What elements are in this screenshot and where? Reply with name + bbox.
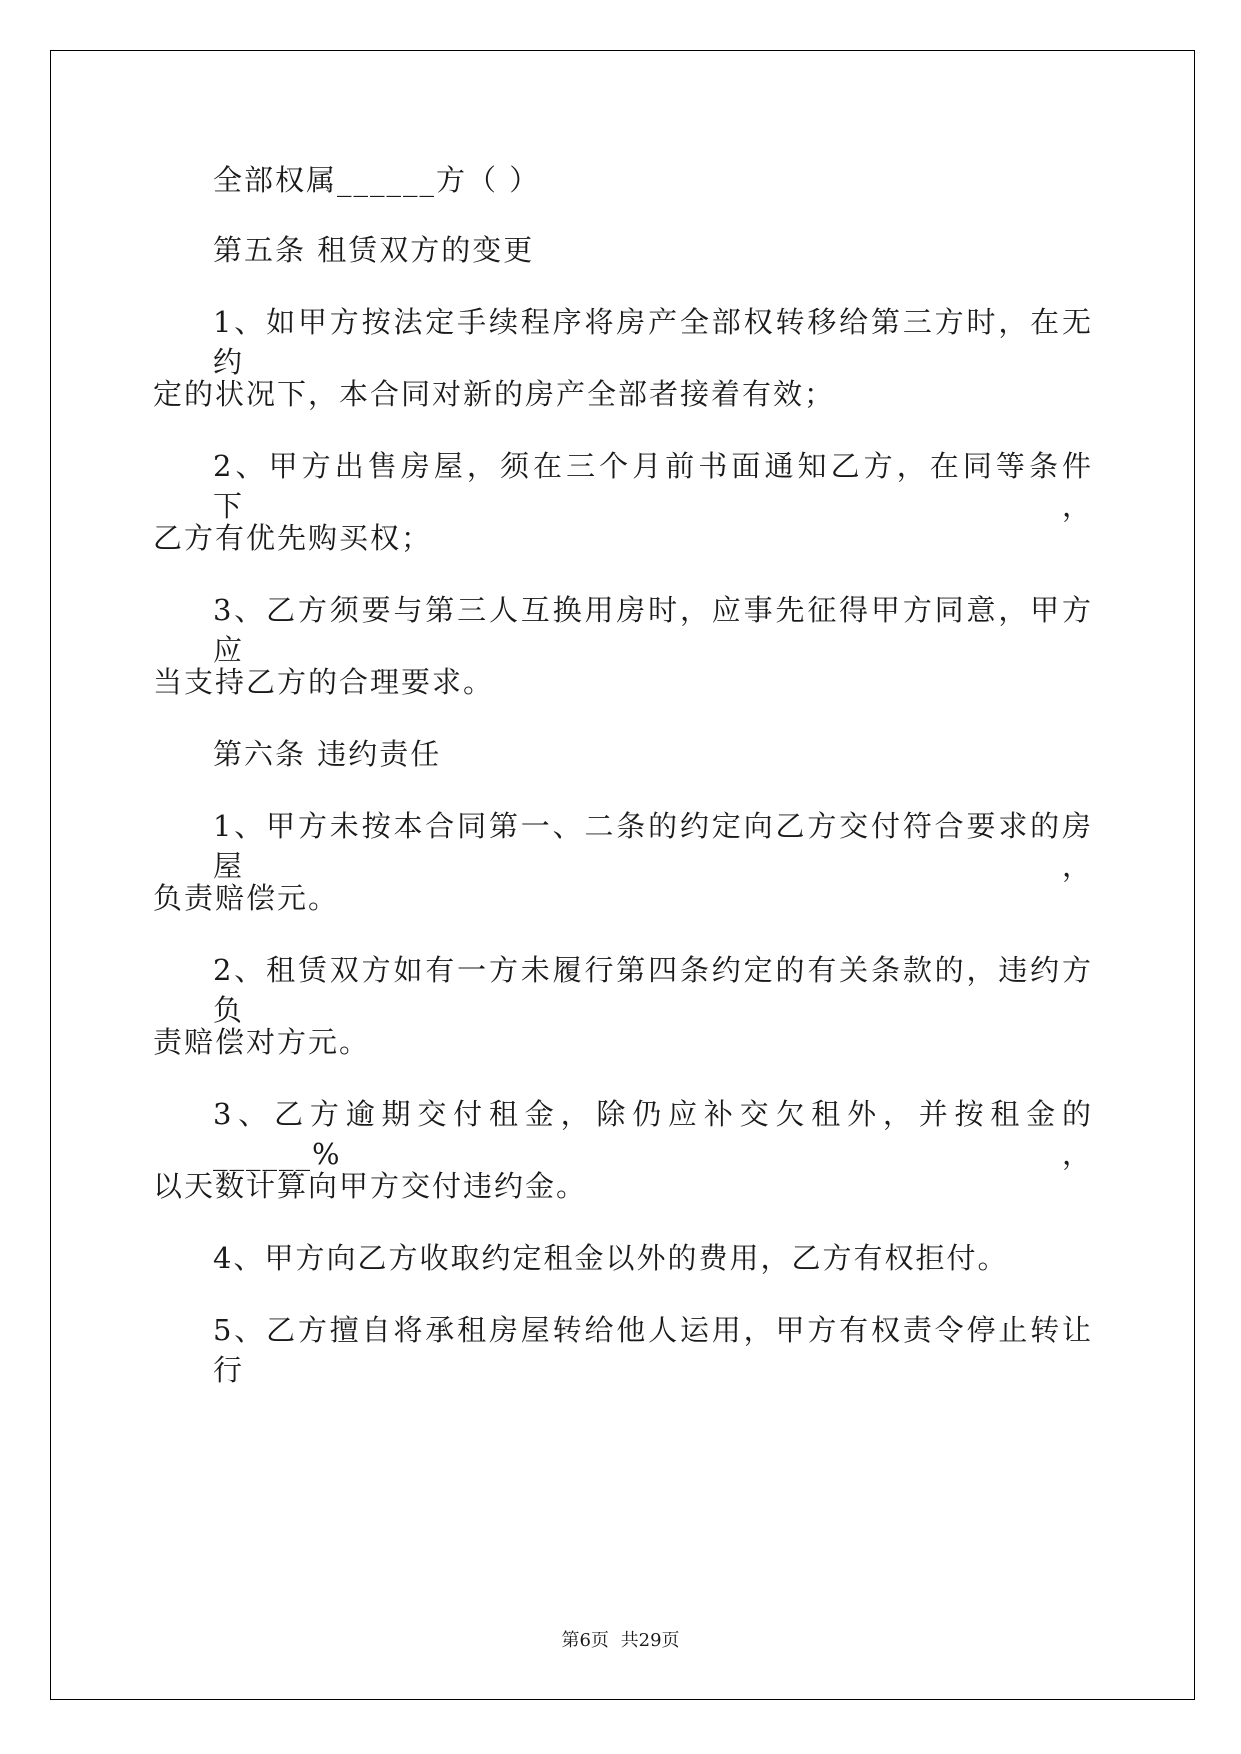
section-heading: 第五条 租赁双方的变更 — [213, 233, 535, 267]
page-number: 第6页 — [561, 1630, 609, 1651]
text-line: 以天数计算向甲方交付违约金。 — [153, 1169, 588, 1203]
text-line: 2、甲方出售房屋，须在三个月前书面通知乙方，在同等条件下， — [213, 449, 1093, 523]
text-line: 乙方有优先购买权； — [153, 521, 433, 555]
text-line: 当支持乙方的合理要求。 — [153, 665, 495, 699]
text-line: 3、乙方逾期交付租金，除仍应补交欠租外，并按租金的______%， — [213, 1097, 1093, 1171]
text-line: 责赔偿对方元。 — [153, 1025, 371, 1059]
section-heading: 第六条 违约责任 — [213, 737, 442, 771]
text-line: 5、乙方擅自将承租房屋转给他人运用，甲方有权责令停止转让行 — [213, 1313, 1093, 1387]
text-line: 2、租赁双方如有一方未履行第四条约定的有关条款的，违约方负 — [213, 953, 1093, 1027]
page-total: 共29页 — [620, 1630, 680, 1651]
text-line: 3、乙方须要与第三人互换用房时，应事先征得甲方同意，甲方应 — [213, 593, 1093, 667]
text-line: 1、如甲方按法定手续程序将房产全部权转移给第三方时，在无约 — [213, 305, 1093, 379]
text-line: 1、甲方未按本合同第一、二条的约定向乙方交付符合要求的房屋， — [213, 809, 1093, 883]
page-footer — [0, 1626, 1241, 1652]
text-line: 定的状况下，本合同对新的房产全部者接着有效； — [153, 377, 836, 411]
text-line: 4、甲方向乙方收取约定租金以外的费用，乙方有权拒付。 — [213, 1241, 1009, 1275]
text-line: 全部权属______方（ ） — [213, 163, 541, 197]
text-line: 负责赔偿元。 — [153, 881, 340, 915]
